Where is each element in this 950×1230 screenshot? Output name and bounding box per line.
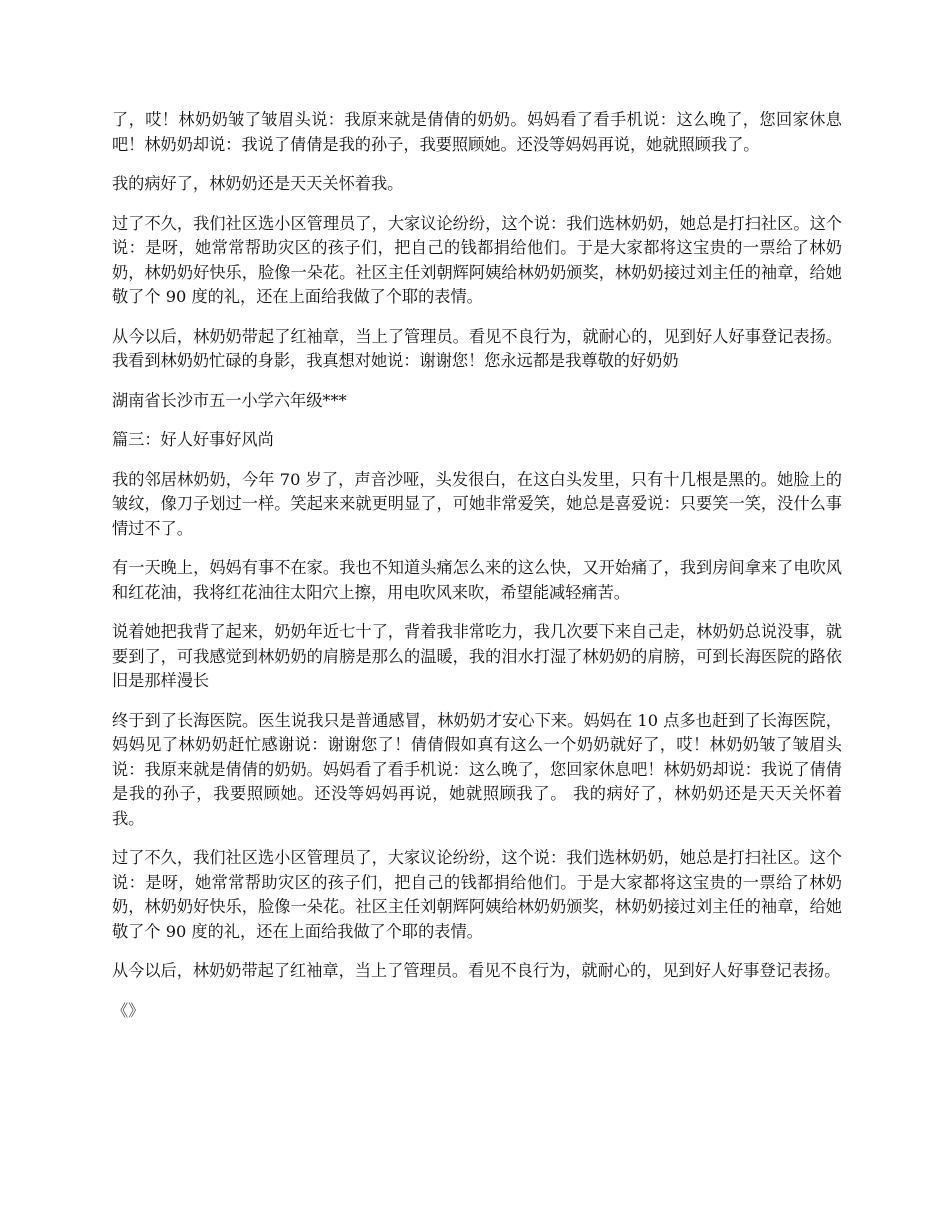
paragraph-neighbor-intro: 我的邻居林奶奶，今年 70 岁了，声音沙哑，头发很白，在这白头发里，只有十几根是黑的。她脸上的皱纹，像刀子划过一样。笑起来来就更明显了，可她非常爱笑，她总是喜爱说：只要笑一笑，没什么事情过不了。: [112, 469, 842, 538]
paragraph-headache-night: 有一天晚上，妈妈有事不在家。我也不知道头痛怎么来的这么快，又开始痛了，我到房间拿来了电吹风和红花油，我将红花油往太阳穴上擦，用电吹风来吹，希望能减轻痛苦。: [112, 558, 842, 602]
paragraph-recovery: 我的病好了，林奶奶还是天天关怀着我。: [112, 174, 404, 193]
paragraph-carried-on-back: 说着她把我背了起来，奶奶年近七十了，背着我非常吃力，我几次要下来自己走，林奶奶总说没事，就要到了，可我感觉到林奶奶的肩膀是那么的温暖，我的泪水打湿了林奶奶的肩膀，可到长海医院的路依旧是那样漫长: [112, 622, 842, 690]
paragraph-community-election: 过了不久，我们社区选小区管理员了，大家议论纷纷，这个说：我们选林奶奶，她总是打扫社区。这个说：是呀，她常常帮助灾区的孩子们，把自己的钱都捐给他们。于是大家都将这宝贵的一票给了林奶奶，林奶奶好快乐，脸像一朵花。社区主任刘朝辉阿姨给林奶奶颁奖，林奶奶接过刘主任的袖章，给她敬了个 90 度的礼，还在上面给我做了个耶的表情。: [112, 213, 842, 306]
paragraph-hospital: 终于到了长海医院。医生说我只是普通感冒，林奶奶才安心下来。妈妈在 10 点多也赶到了长海医院，妈妈见了林奶奶赶忙感谢说：谢谢您了！倩倩假如真有这么一个奶奶就好了，哎！林奶奶皱了皱眉头说：我原来就是倩倩的奶奶。妈妈看了看手机说：这么晚了，您回家休息吧！林奶奶却说：我说了倩倩是我的孙子，我要照顾她。还没等妈妈再说，她就照顾我了。 我的病好了，林奶奶还是天天关怀着我。: [112, 710, 842, 828]
author-attribution: 湖南省长沙市五一小学六年级***: [112, 390, 347, 410]
paragraph-continuation: 了，哎！林奶奶皱了皱眉头说：我原来就是倩倩的奶奶。妈妈看了看手机说：这么晚了，您回家休息吧！林奶奶却说：我说了倩倩是我的孙子，我要照顾她。还没等妈妈再说，她就照顾我了。: [112, 110, 842, 154]
paragraph-red-armband: 从今以后，林奶奶带起了红袖章，当上了管理员。看见不良行为，就耐心的，见到好人好事登记表扬。我看到林奶奶忙碌的身影，我真想对她说：谢谢您！您永远都是我尊敬的好奶奶: [112, 326, 842, 370]
document-page: [112, 108, 842, 1023]
section-heading: 篇三：好人好事好风尚: [112, 430, 274, 449]
paragraph-red-armband-repeat: 从今以后，林奶奶带起了红袖章，当上了管理员。看见不良行为，就耐心的，见到好人好事登记表扬。: [112, 961, 841, 980]
paragraph-community-election-repeat: 过了不久，我们社区选小区管理员了，大家议论纷纷，这个说：我们选林奶奶，她总是打扫社区。这个说：是呀，她常常帮助灾区的孩子们，把自己的钱都捐给他们。于是大家都将这宝贵的一票给了林奶奶，林奶奶好快乐，脸像一朵花。社区主任刘朝辉阿姨给林奶奶颁奖，林奶奶接过刘主任的袖章，给她敬了个 90 度的礼，还在上面给我做了个耶的表情。: [112, 848, 842, 941]
footer-mark: 《》: [112, 1000, 145, 1020]
